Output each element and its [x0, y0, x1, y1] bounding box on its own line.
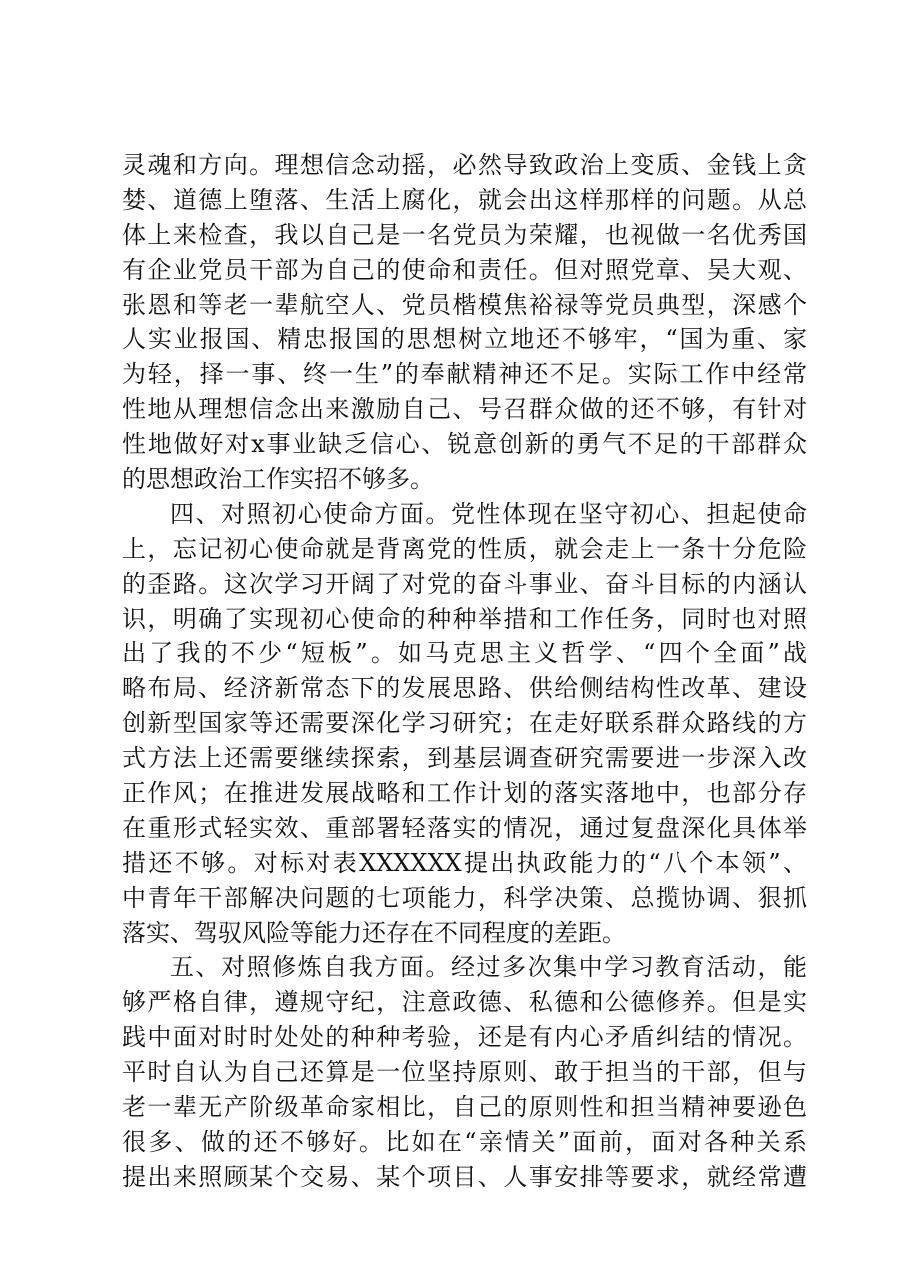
text-line: 出了我的不少“短板”。如马克思主义哲学、“四个全面”战 [122, 639, 807, 668]
text-line: 略布局、经济新常态下的发展思路、供给侧结构性改革、建设 [122, 674, 807, 703]
text-line: 人实业报国、精忠报国的思想树立地还不够牢，“国为重、家 [122, 325, 807, 354]
text-line: 创新型国家等还需要深化学习研究；在走好联系群众路线的方 [122, 709, 807, 738]
text-line: 婪、道德上堕落、生活上腐化，就会出这样那样的问题。从总 [122, 185, 807, 214]
text-line: 正作风；在推进发展战略和工作计划的落实落地中，也部分存 [122, 779, 807, 808]
text-line: 灵魂和方向。理想信念动摇，必然导致政治上变质、金钱上贪 [122, 151, 807, 179]
text-line: 性地从理想信念出来激励自己、号召群众做的还不够，有针对 [122, 395, 807, 424]
text-line: 式方法上还需要继续探索，到基层调查研究需要进一步深入改 [122, 744, 807, 773]
text-line: 识，明确了实现初心使命的种种举措和工作任务，同时也对照 [122, 604, 807, 633]
text-line: 很多、做的还不够好。比如在“亲情关”面前，面对各种关系 [122, 1127, 807, 1156]
text-line: 的歪路。这次学习开阔了对党的奋斗事业、奋斗目标的内涵认 [122, 569, 807, 598]
text-line: 践中面对时时处处的种种考验，还是有内心矛盾纠结的情况。 [122, 1023, 807, 1052]
text-line: 的思想政治工作实招不够多。 [122, 465, 434, 494]
text-line: 为轻，择一事、终一生”的奉献精神还不足。实际工作中经常 [122, 360, 807, 389]
text-line: 张恩和等老一辈航空人、党员楷模焦裕禄等党员典型，深感个 [122, 290, 807, 319]
text-line: 提出来照顾某个交易、某个项目、人事安排等要求，就经常遭 [122, 1162, 807, 1191]
text-line: 有企业党员干部为自己的使命和责任。但对照党章、吴大观、 [122, 255, 807, 284]
document-body-text [122, 148, 807, 1195]
text-line: 够严格自律，遵规守纪，注意政德、私德和公德修养。但是实 [122, 988, 807, 1017]
text-line: 四、对照初心使命方面。党性体现在坚守初心、担起使命 [170, 499, 807, 528]
text-line: 在重形式轻实效、重部署轻落实的情况，通过复盘深化具体举 [122, 813, 807, 842]
text-line: 措还不够。对标对表XXXXXX提出执政能力的“八个本领”、 [122, 848, 807, 877]
text-line: 老一辈无产阶级革命家相比，自己的原则性和担当精神要逊色 [122, 1093, 807, 1122]
text-line: 上，忘记初心使命就是背离党的性质，就会走上一条十分危险 [122, 534, 807, 563]
text-line: 五、对照修炼自我方面。经过多次集中学习教育活动，能 [170, 953, 807, 982]
text-line: 体上来检查，我以自己是一名党员为荣耀，也视做一名优秀国 [122, 220, 807, 249]
text-line: 落实、驾驭风险等能力还存在不同程度的差距。 [122, 918, 626, 947]
text-line: 性地做好对x事业缺乏信心、锐意创新的勇气不足的干部群众 [122, 430, 807, 459]
text-line: 中青年干部解决问题的七项能力，科学决策、总揽协调、狠抓 [122, 883, 807, 912]
text-line: 平时自认为自己还算是一位坚持原则、敢于担当的干部，但与 [122, 1058, 807, 1087]
